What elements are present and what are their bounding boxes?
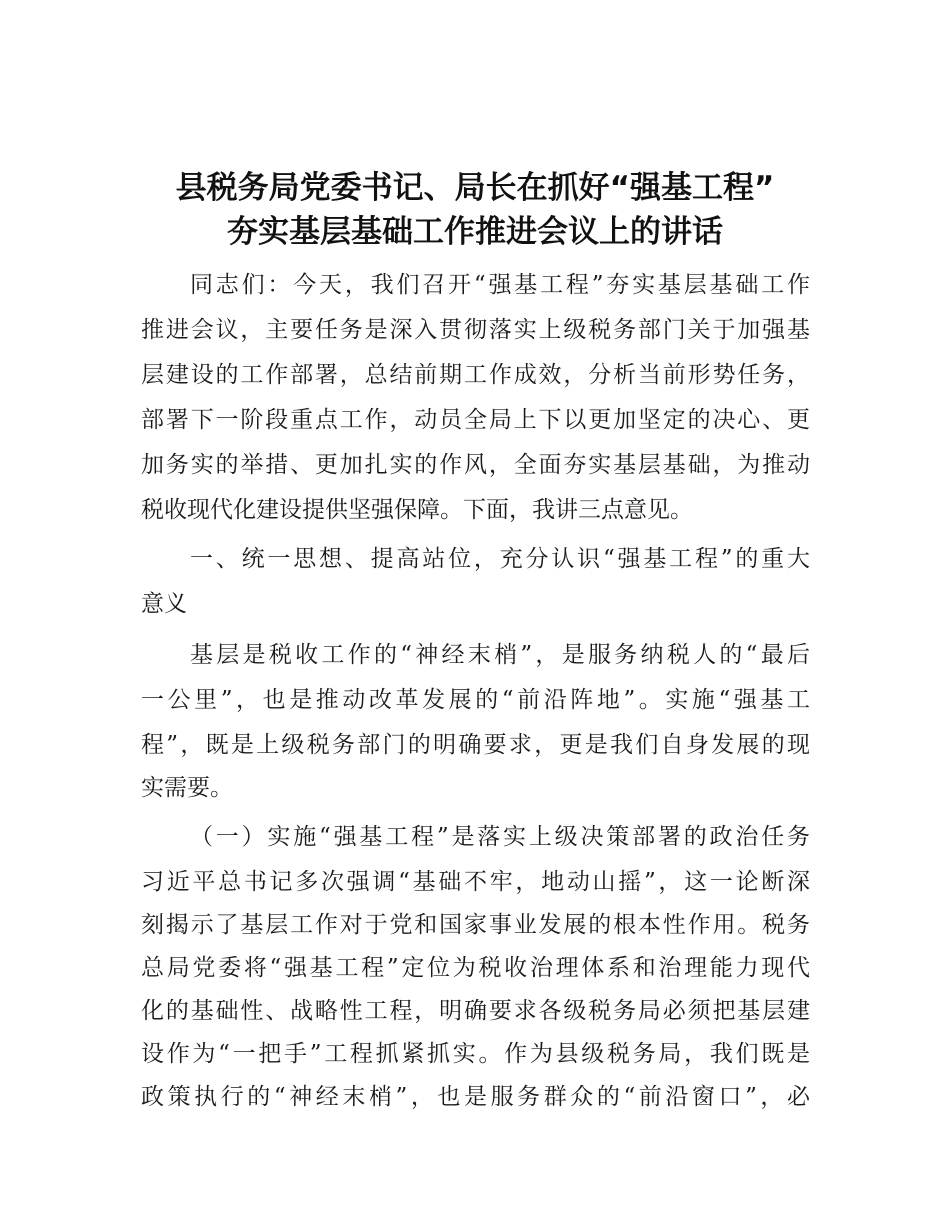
document-title-line-1: 县税务局党委书记、局长在抓好“强基工程”	[175, 170, 775, 206]
document-title-line-2: 夯实基层基础工作推进会议上的讲话	[227, 214, 723, 250]
body-line: 总局党委将“强基工程”定位为税收治理体系和治理能力现代	[141, 955, 810, 981]
body-line: 刻揭示了基层工作对于党和国家事业发展的根本性作用。税务	[141, 912, 810, 938]
body-line: 基层是税收工作的“神经末梢”，是服务纳税人的“最后	[190, 642, 810, 668]
body-line: 税收现代化建设提供坚强保障。下面，我讲三点意见。	[141, 497, 693, 523]
body-line: 一公里”，也是推动改革发展的“前沿阵地”。实施“强基工	[141, 687, 810, 713]
body-line: 推进会议，主要任务是深入贯彻落实上级税务部门关于加强基	[141, 317, 810, 343]
body-line: 程”，既是上级税务部门的明确要求，更是我们自身发展的现	[141, 732, 810, 758]
body-line: 部署下一阶段重点工作，动员全局上下以更加坚定的决心、更	[141, 407, 810, 433]
body-line: 化的基础性、战略性工程，明确要求各级税务局必须把基层建	[141, 998, 810, 1024]
body-line: 实需要。	[141, 775, 233, 801]
body-line: 政策执行的“神经末梢”，也是服务群众的“前沿窗口”，必	[141, 1084, 810, 1110]
body-line: 设作为“一把手”工程抓紧抓实。作为县级税务局，我们既是	[141, 1041, 810, 1067]
body-line: 加务实的举措、更加扎实的作风，全面夯实基层基础，为推动	[141, 452, 810, 478]
section-heading-line: 一、统一思想、提高站位，充分认识“强基工程”的重大	[190, 546, 810, 572]
body-line: 习近平总书记多次强调“基础不牢，地动山摇”，这一论断深	[141, 869, 810, 895]
subsection-heading-line: （一）实施“强基工程”是落实上级决策部署的政治任务	[190, 824, 810, 850]
section-heading-line: 意义	[141, 591, 187, 617]
body-line: 同志们：今天，我们召开“强基工程”夯实基层基础工作	[190, 272, 810, 298]
body-line: 层建设的工作部署，总结前期工作成效，分析当前形势任务，	[141, 362, 810, 388]
